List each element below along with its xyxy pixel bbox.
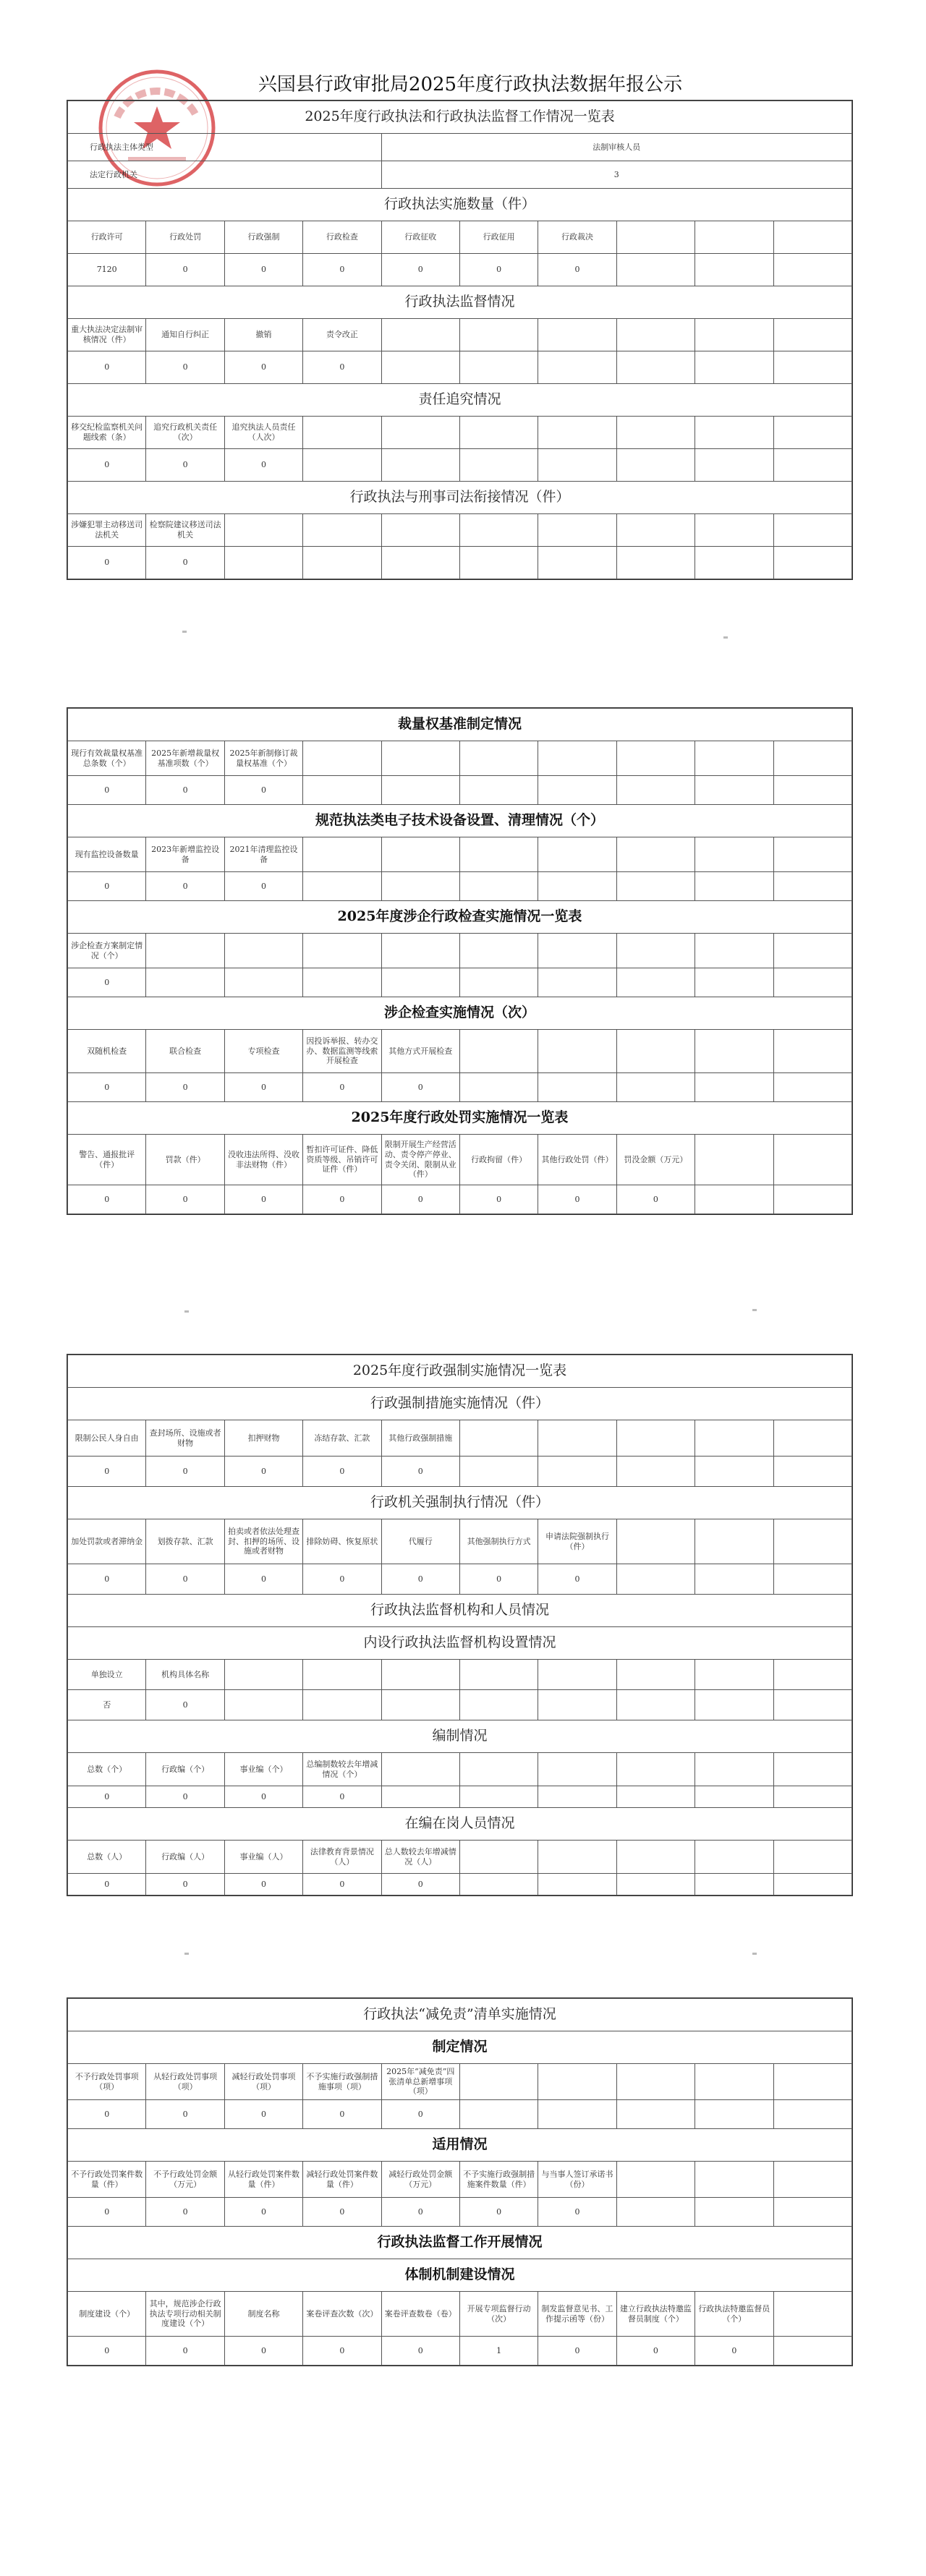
value-cell: 0 — [68, 1457, 146, 1487]
value-cell: 0 — [303, 351, 381, 384]
value-cell: 0 — [381, 2100, 459, 2129]
header-cell: 2025年新制修订裁量权基准（个） — [224, 741, 302, 776]
value-cell: 0 — [381, 1185, 459, 1214]
subject-type-value: 法定行政机关 — [68, 161, 382, 189]
header-cell: 从轻行政处罚案件数量（件） — [224, 2162, 302, 2198]
value-cell: 0 — [616, 1185, 694, 1214]
header-cell: 单独设立 — [68, 1660, 146, 1690]
value-cell: 0 — [459, 1564, 538, 1595]
personnel-label: 法制审核人员 — [381, 134, 851, 161]
value-cell: 0 — [146, 872, 224, 901]
value-cell: 0 — [224, 351, 302, 384]
header-cell: 其中，规范涉企行政执法专项行动相关制度建设（个） — [146, 2292, 224, 2337]
header-cell: 行政征用 — [459, 221, 538, 254]
value-cell: 0 — [303, 1874, 381, 1895]
header-cell: 双随机检查 — [68, 1030, 146, 1073]
header-cell: 暂扣许可证件、降低资质等级、吊销许可证件（件） — [303, 1135, 381, 1185]
value-cell: 0 — [68, 776, 146, 805]
header-cell: 案卷评查次数（次） — [303, 2292, 381, 2337]
value-cell: 0 — [459, 1185, 538, 1214]
header-cell: 追究行政机关责任（次） — [146, 417, 224, 449]
header-cell: 追究执法人员责任（人次） — [224, 417, 302, 449]
header-cell: 机构具体名称 — [146, 1660, 224, 1690]
section-heading: 行政机关强制执行情况（件） — [68, 1487, 852, 1519]
header-cell: 行政征收 — [381, 221, 459, 254]
header-cell: 行政拘留（件） — [459, 1135, 538, 1185]
value-cell: 0 — [224, 1185, 302, 1214]
value-cell: 0 — [303, 2337, 381, 2366]
header-cell: 移交纪检监察机关问题线索（条） — [68, 417, 146, 449]
header-cell: 2023年新增监控设备 — [146, 837, 224, 872]
value-cell: 0 — [381, 2337, 459, 2366]
header-cell: 行政处罚 — [146, 221, 224, 254]
section-heading: 适用情况 — [68, 2129, 852, 2162]
header-cell: 2025年“减免责”四张清单总新增事项（项） — [381, 2064, 459, 2100]
value-cell: 0 — [68, 351, 146, 384]
header-cell: 冻结存款、汇款 — [303, 1420, 381, 1457]
value-cell: 0 — [381, 1457, 459, 1487]
value-cell: 0 — [146, 547, 224, 579]
section-heading: 2025年度行政处罚实施情况一览表 — [68, 1102, 852, 1135]
header-cell: 警告、通报批评（件） — [68, 1135, 146, 1185]
value-cell: 0 — [224, 254, 302, 286]
header-cell: 不予实施行政强制措施事项（项） — [303, 2064, 381, 2100]
value-cell: 0 — [381, 1564, 459, 1595]
header-cell: 2021年清理监控设备 — [224, 837, 302, 872]
table-title: 2025年度行政执法和行政执法监督工作情况一览表 — [68, 101, 852, 134]
header-cell: 总编制数较去年增减情况（个） — [303, 1753, 381, 1786]
value-cell: 1 — [459, 2337, 538, 2366]
value-cell: 0 — [146, 1874, 224, 1895]
table-title: 行政执法“减免责”清单实施情况 — [68, 1999, 852, 2031]
section-heading: 行政执法与刑事司法衔接情况（件） — [68, 482, 852, 514]
header-cell: 总数（人） — [68, 1841, 146, 1874]
header-cell: 排除妨碍、恢复原状 — [303, 1519, 381, 1564]
section-heading: 制定情况 — [68, 2031, 852, 2064]
header-cell: 不予实施行政强制措施案件数量（件） — [459, 2162, 538, 2198]
header-cell: 加处罚款或者滞纳金 — [68, 1519, 146, 1564]
value-cell: 0 — [146, 1564, 224, 1595]
value-cell: 0 — [303, 254, 381, 286]
header-cell: 涉嫌犯罪主动移送司法机关 — [68, 514, 146, 547]
section-heading: 涉企检查实施情况（次） — [68, 997, 852, 1030]
value-cell: 0 — [68, 547, 146, 579]
value-cell: 7120 — [68, 254, 146, 286]
header-cell: 不予行政处罚事项（项） — [68, 2064, 146, 2100]
header-cell: 没收违法所得、没收非法财物（件） — [224, 1135, 302, 1185]
value-cell: 0 — [68, 2337, 146, 2366]
page-4-table — [67, 1997, 853, 2366]
table-title: 2025年度行政强制实施情况一览表 — [68, 1355, 852, 1388]
header-cell: 现有监控设备数量 — [68, 837, 146, 872]
header-cell: 总数（个） — [68, 1753, 146, 1786]
header-cell: 专项检查 — [224, 1030, 302, 1073]
section-heading: 行政执法实施数量（件） — [68, 189, 852, 221]
value-cell: 0 — [538, 254, 616, 286]
header-cell: 其他强制执行方式 — [459, 1519, 538, 1564]
value-cell: 0 — [224, 776, 302, 805]
header-cell: 行政强制 — [224, 221, 302, 254]
header-cell: 行政编（人） — [146, 1841, 224, 1874]
value-cell: 0 — [459, 2198, 538, 2227]
header-cell: 其他方式开展检查 — [381, 1030, 459, 1073]
value-cell: 0 — [381, 2198, 459, 2227]
header-cell: 法律教育背景情况（人） — [303, 1841, 381, 1874]
section-heading: 编制情况 — [68, 1720, 852, 1753]
value-cell: 0 — [381, 1874, 459, 1895]
subject-type-label: 行政执法主体类型 — [68, 134, 382, 161]
section-heading: 行政强制措施实施情况（件） — [68, 1388, 852, 1420]
header-cell: 通知自行纠正 — [146, 319, 224, 351]
value-cell: 0 — [538, 1185, 616, 1214]
value-cell: 0 — [303, 1786, 381, 1808]
value-cell: 0 — [146, 776, 224, 805]
header-cell: 重大执法决定法制审核情况（件） — [68, 319, 146, 351]
header-cell: 减轻行政处罚金额（万元） — [381, 2162, 459, 2198]
header-cell: 2025年新增裁量权基准项数（个） — [146, 741, 224, 776]
value-cell: 0 — [68, 2198, 146, 2227]
header-cell: 不予行政处罚案件数量（件） — [68, 2162, 146, 2198]
value-cell: 0 — [224, 1786, 302, 1808]
header-cell: 事业编（人） — [224, 1841, 302, 1874]
section-heading: 裁量权基准制定情况 — [68, 709, 852, 741]
header-cell: 案卷评查数卷（卷） — [381, 2292, 459, 2337]
value-cell: 0 — [224, 2337, 302, 2366]
header-cell: 代履行 — [381, 1519, 459, 1564]
section-heading: 责任追究情况 — [68, 384, 852, 417]
value-cell: 0 — [68, 1185, 146, 1214]
header-cell: 行政执法特邀监督员（个） — [695, 2292, 773, 2337]
value-cell: 0 — [68, 1564, 146, 1595]
header-cell: 拍卖或者依法处理查封、扣押的场所、设施或者财物 — [224, 1519, 302, 1564]
header-cell: 其他行政处罚（件） — [538, 1135, 616, 1185]
value-cell: 0 — [146, 351, 224, 384]
value-cell: 0 — [146, 1073, 224, 1102]
header-cell: 制度建设（个） — [68, 2292, 146, 2337]
header-cell: 与当事人签订承诺书（份） — [538, 2162, 616, 2198]
header-cell: 行政许可 — [68, 221, 146, 254]
section-heading: 规范执法类电子技术设备设置、清理情况（个） — [68, 805, 852, 837]
value-cell: 0 — [146, 254, 224, 286]
header-cell: 不予行政处罚金额（万元） — [146, 2162, 224, 2198]
value-cell: 0 — [303, 1185, 381, 1214]
page-title: 兴国县行政审批局2025年度行政执法数据年报公示 — [258, 74, 683, 95]
value-cell: 0 — [68, 449, 146, 482]
section-heading: 内设行政执法监督机构设置情况 — [68, 1627, 852, 1660]
value-cell: 0 — [538, 2198, 616, 2227]
header-cell: 查封场所、设施或者财物 — [146, 1420, 224, 1457]
value-cell: 0 — [616, 2337, 694, 2366]
value-cell: 0 — [68, 872, 146, 901]
value-cell: 否 — [68, 1690, 146, 1720]
page-3-table — [67, 1354, 853, 1896]
value-cell: 0 — [224, 449, 302, 482]
header-cell: 行政编（个） — [146, 1753, 224, 1786]
value-cell: 0 — [146, 1185, 224, 1214]
value-cell: 0 — [459, 254, 538, 286]
value-cell: 0 — [68, 2100, 146, 2129]
value-cell: 0 — [224, 1457, 302, 1487]
value-cell: 0 — [146, 449, 224, 482]
value-cell: 0 — [146, 2337, 224, 2366]
header-cell: 开展专项监督行动（次） — [459, 2292, 538, 2337]
value-cell: 0 — [224, 872, 302, 901]
value-cell: 0 — [224, 2198, 302, 2227]
section-heading: 2025年度涉企行政检查实施情况一览表 — [68, 901, 852, 934]
header-cell: 其他行政强制措施 — [381, 1420, 459, 1457]
header-cell: 建立行政执法特邀监督员制度（个） — [616, 2292, 694, 2337]
value-cell: 0 — [68, 1874, 146, 1895]
section-heading: 行政执法监督机构和人员情况 — [68, 1595, 852, 1627]
value-cell: 0 — [146, 1786, 224, 1808]
header-cell: 现行有效裁量权基准总条数（个） — [68, 741, 146, 776]
value-cell: 0 — [146, 2100, 224, 2129]
value-cell: 0 — [146, 2198, 224, 2227]
section-heading: 行政执法监督情况 — [68, 286, 852, 319]
header-cell: 减轻行政处罚案件数量（件） — [303, 2162, 381, 2198]
value-cell: 0 — [68, 1073, 146, 1102]
value-cell: 0 — [68, 968, 146, 997]
value-cell: 0 — [303, 1564, 381, 1595]
value-cell: 0 — [695, 2337, 773, 2366]
value-cell: 0 — [68, 1786, 146, 1808]
value-cell: 0 — [224, 1073, 302, 1102]
value-cell: 0 — [303, 2100, 381, 2129]
header-cell: 申请法院强制执行（件） — [538, 1519, 616, 1564]
value-cell: 0 — [303, 2198, 381, 2227]
header-cell: 从轻行政处罚事项（项） — [146, 2064, 224, 2100]
header-cell: 制发监督意见书、工作提示函等（份） — [538, 2292, 616, 2337]
header-cell: 责令改正 — [303, 319, 381, 351]
header-cell: 撤销 — [224, 319, 302, 351]
section-heading: 体制机制建设情况 — [68, 2259, 852, 2292]
page-2-table — [67, 707, 853, 1215]
header-cell: 划拨存款、汇款 — [146, 1519, 224, 1564]
value-cell: 0 — [381, 1073, 459, 1102]
header-cell: 扣押财物 — [224, 1420, 302, 1457]
header-cell: 罚没金额（万元） — [616, 1135, 694, 1185]
header-cell: 检察院建议移送司法机关 — [146, 514, 224, 547]
value-cell: 0 — [146, 1690, 224, 1720]
value-cell: 0 — [146, 1457, 224, 1487]
header-cell: 减轻行政处罚事项（项） — [224, 2064, 302, 2100]
header-cell: 联合检查 — [146, 1030, 224, 1073]
header-cell: 行政裁决 — [538, 221, 616, 254]
header-cell: 制度名称 — [224, 2292, 302, 2337]
value-cell: 0 — [303, 1457, 381, 1487]
value-cell: 0 — [303, 1073, 381, 1102]
header-cell: 事业编（个） — [224, 1753, 302, 1786]
value-cell: 0 — [538, 2337, 616, 2366]
header-cell: 限制开展生产经营活动、责令停产停业、责令关闭、限制从业（件） — [381, 1135, 459, 1185]
value-cell: 0 — [224, 1564, 302, 1595]
header-cell: 罚款（件） — [146, 1135, 224, 1185]
header-cell: 涉企检查方案制定情况（个） — [68, 934, 146, 968]
page-1-table — [67, 100, 853, 580]
personnel-value: 3 — [381, 161, 851, 189]
value-cell: 0 — [381, 254, 459, 286]
value-cell: 0 — [224, 1874, 302, 1895]
value-cell: 0 — [224, 2100, 302, 2129]
header-cell: 因投诉举报、转办交办、数据监测等线索开展检查 — [303, 1030, 381, 1073]
header-cell: 限制公民人身自由 — [68, 1420, 146, 1457]
section-heading: 在编在岗人员情况 — [68, 1808, 852, 1841]
section-heading: 行政执法监督工作开展情况 — [68, 2227, 852, 2259]
value-cell: 0 — [538, 1564, 616, 1595]
header-cell: 总人数较去年增减情况（人） — [381, 1841, 459, 1874]
header-cell: 行政检查 — [303, 221, 381, 254]
